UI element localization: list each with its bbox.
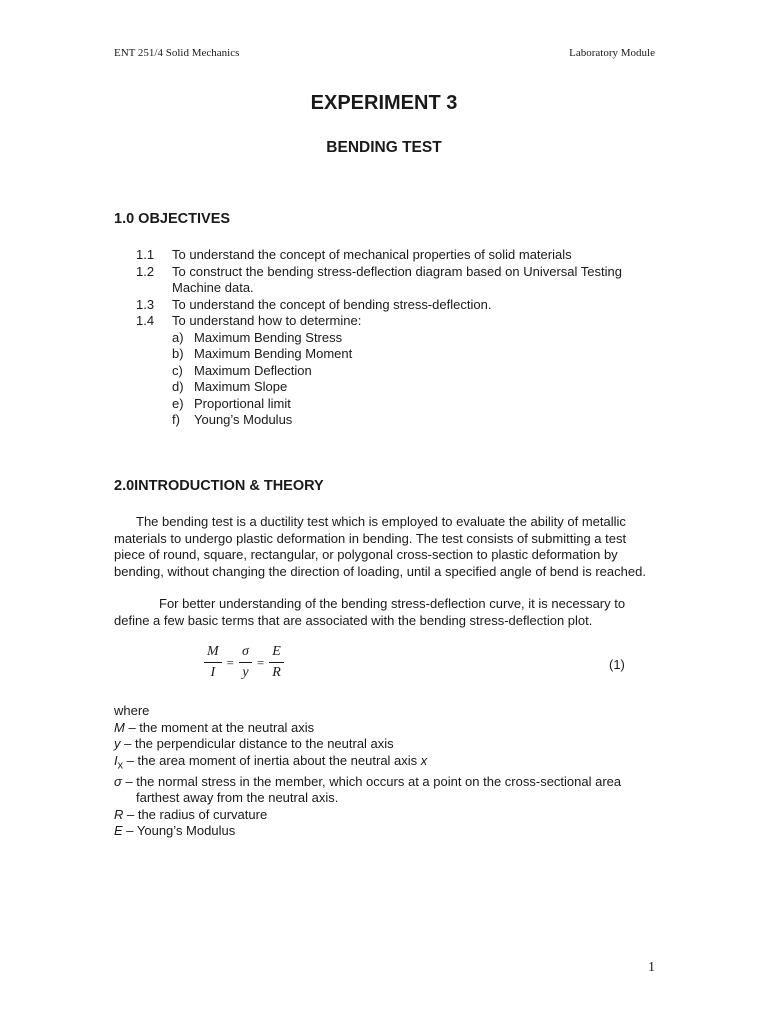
fraction-denominator: R (272, 665, 281, 680)
page-subtitle: BENDING TEST (326, 139, 442, 156)
subitem-letter: c) (172, 362, 183, 378)
fraction-numerator: E (269, 643, 284, 663)
objective-subitem (172, 396, 666, 413)
definition-text: – Young’s Modulus (122, 823, 236, 839)
objective-item (136, 247, 666, 264)
subitem-text: Proportional limit (194, 395, 291, 411)
subitem-text: Young’s Modulus (194, 412, 293, 427)
objective-subitem (172, 379, 666, 396)
fraction-e-over-r (269, 643, 284, 682)
objective-number: 1.3 (136, 296, 155, 312)
page-number: 1 (648, 960, 655, 975)
definition-symbol: σ (114, 773, 122, 789)
objective-subitem (172, 330, 666, 347)
subitem-text: Maximum Deflection (194, 362, 312, 378)
definition-text: – the moment at the neutral axis (124, 719, 315, 735)
objective-text: To understand how to determine: (172, 313, 362, 328)
definition-symbol: R (114, 806, 124, 822)
subitem-text: Maximum Slope (194, 379, 288, 394)
definition-item (114, 774, 659, 791)
subitem-letter: a) (172, 329, 184, 345)
objective-subitem (172, 363, 666, 380)
objective-text: To understand the concept of bending stress-deflection. (172, 296, 492, 312)
intro-heading: 2.0INTRODUCTION & THEORY (114, 478, 324, 494)
bending-equation (200, 643, 288, 682)
definition-item (114, 807, 659, 824)
definition-symbol: M (114, 719, 125, 735)
definition-item (114, 753, 659, 774)
intro-paragraph-1 (114, 514, 659, 580)
objective-text: To understand the concept of mechanical properties of solid materials (172, 247, 572, 262)
subitem-letter: b) (172, 346, 184, 361)
fraction-numerator: σ (239, 643, 252, 663)
definition-text: – the radius of curvature (123, 806, 268, 822)
definition-text: – the area moment of inertia about the neutral axis (123, 752, 421, 768)
equals-sign: = (256, 654, 265, 670)
fraction-numerator: M (204, 643, 222, 663)
definition-item (114, 720, 659, 737)
objective-number: 1.4 (136, 313, 155, 328)
fraction-m-over-i (204, 643, 222, 682)
fraction-denominator: I (210, 665, 216, 680)
objective-subitem (172, 412, 666, 429)
subitem-text: Maximum Bending Stress (194, 329, 343, 345)
equation-number: (1) (609, 657, 625, 672)
header-course: ENT 251/4 Solid Mechanics (114, 47, 240, 59)
definition-text: – the normal stress in the member, which occurs at a point on the cross-sectional area (121, 773, 622, 789)
definition-symbol: I (114, 752, 118, 768)
definition-item (114, 823, 659, 840)
objective-number: 1.1 (136, 247, 155, 262)
objective-text: To construct the bending stress-deflection diagram based on Universal Testing Machine data. (172, 263, 622, 295)
fraction-sigma-over-y (239, 643, 252, 682)
header-module: Laboratory Module (569, 47, 655, 59)
objective-item (136, 297, 666, 314)
subitem-text: Maximum Bending Moment (194, 346, 353, 361)
definition-item (114, 736, 659, 753)
subitem-letter: d) (172, 379, 184, 394)
fraction-denominator: y (242, 665, 249, 680)
definitions-list (114, 703, 659, 840)
subitem-letter: f) (172, 412, 180, 427)
definition-axis-symbol: x (420, 752, 428, 768)
objective-subitem (172, 346, 666, 363)
definition-text: – the perpendicular distance to the neutral axis (120, 736, 394, 751)
subitem-letter: e) (172, 395, 184, 411)
intro-paragraph-1-text: The bending test is a ductility test which is employed to evaluate the ability of metallic materials to undergo plastic deformation in bending. The test consists of submitting a test piece of round, square, rectangular, or polygonal cross-section to plastic deformation by bending, without changing the direction of loading, until a specified angle of bend is reached. (114, 514, 646, 579)
intro-paragraph-2-text: For better understanding of the bending stress-deflection curve, it is necessary to define a few basic terms that are associated with the bending stress-deflection plot. (114, 596, 626, 628)
objective-item (136, 264, 666, 297)
objectives-list (136, 247, 666, 429)
intro-paragraph-2 (114, 596, 659, 629)
objective-item (136, 313, 666, 330)
objectives-heading: 1.0 OBJECTIVES (114, 211, 231, 227)
definition-symbol: E (114, 823, 123, 839)
objective-number: 1.2 (136, 263, 155, 279)
equals-sign: = (226, 654, 235, 670)
definition-symbol: y (114, 736, 121, 751)
page-title: EXPERIMENT 3 (310, 92, 458, 114)
definition-subscript: x (117, 759, 124, 772)
where-label: where (114, 703, 150, 718)
definition-continuation: farthest away from the neutral axis. (136, 790, 339, 806)
